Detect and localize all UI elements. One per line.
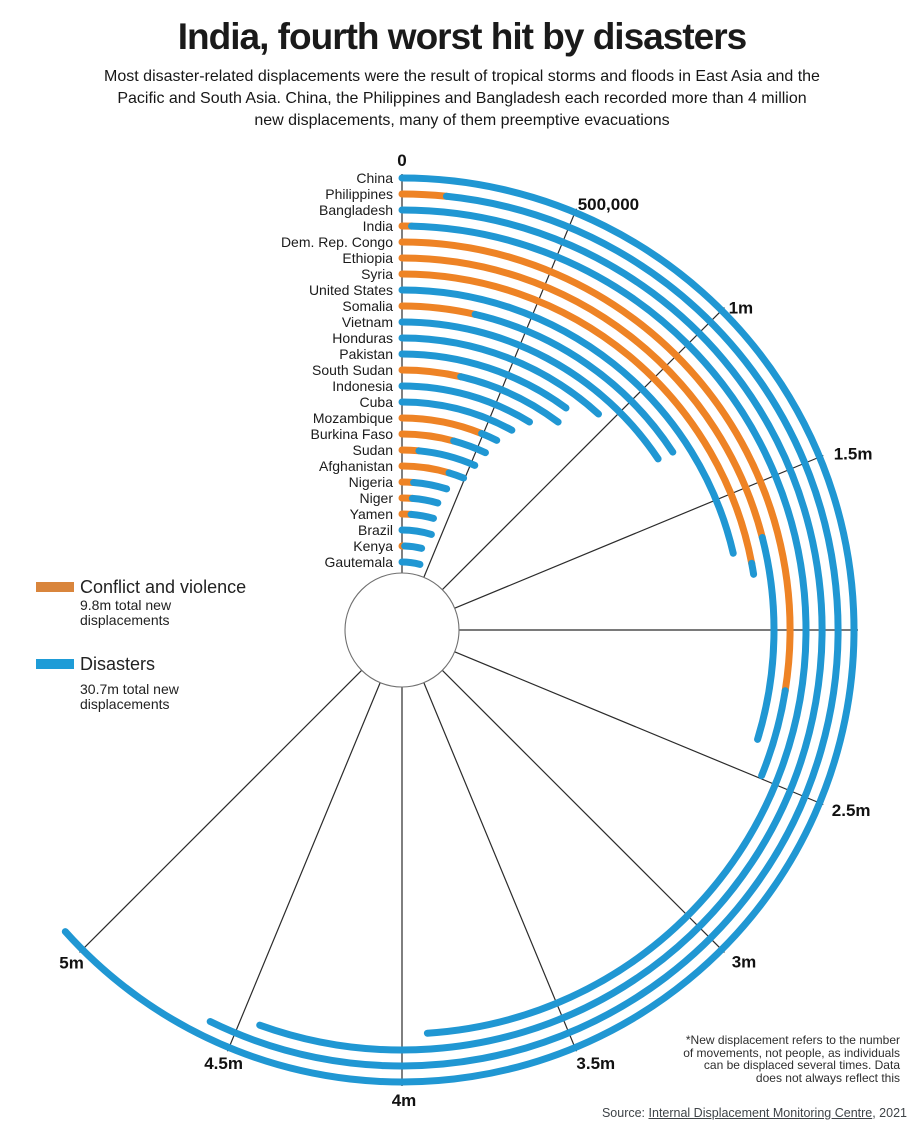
arc-conflict [402,466,449,473]
country-label: India [362,218,393,234]
source-link[interactable]: Internal Displacement Monitoring Centre [648,1106,873,1120]
arc-disasters [419,451,475,466]
axis-tick-label: 2.5m [831,800,871,820]
country-label: Bangladesh [319,202,393,218]
arc-conflict [402,306,475,314]
country-label: United States [308,282,393,298]
conflict-legend-swatch [36,582,74,592]
arc-disasters [454,441,486,453]
arc-disasters [405,546,422,548]
axis-tick-label: 3.5m [576,1053,616,1073]
country-label: China [356,170,393,186]
footnote-line: *New displacement refers to the number [685,1033,900,1047]
country-label: Indonesia [332,378,393,394]
arc-disasters [758,537,774,739]
arc-disasters [402,530,431,534]
axis-tick-label: 4.5m [204,1053,243,1073]
country-label: Pakistan [339,346,393,362]
arc-conflict [402,194,446,196]
arc-disasters [412,498,437,503]
footnote-line: of movements, not people, as individuals [683,1045,900,1060]
subtitle-line: Pacific and South Asia. China, the Philippines and Bangladesh each recorded more than 4 million [117,90,807,107]
country-label: Afghanistan [319,458,393,474]
country-label: Yamen [349,506,393,522]
country-label: South Sudan [312,362,393,378]
footnote-line: can be displaced several times. Data [703,1058,900,1073]
country-label: Ethiopia [342,250,393,266]
axis-tick-label: 5m [59,953,84,973]
country-label: Kenya [353,538,393,554]
footnote [580,1034,900,1084]
axis-gridline [227,683,380,1052]
arc-conflict [402,370,461,377]
disasters-legend-swatch [36,659,74,669]
conflict-legend-label: Conflict and violence [80,577,247,597]
axis-tick-label: 500,000 [577,194,640,214]
axis-tick-label: 4m [391,1091,417,1110]
country-label: Niger [359,490,393,506]
country-label: Somalia [342,298,393,314]
arc-disasters [482,434,497,441]
axis-gridline [424,683,577,1052]
country-label: Mozambique [312,410,393,426]
country-label: Sudan [352,442,393,458]
arc-disasters [752,563,754,574]
disasters-legend-sub: 30.7m total new [80,681,179,697]
axis-tick-label: 1m [728,298,754,318]
arc-disasters [402,562,420,564]
axis-tick-label: 0 [397,151,407,170]
country-label: Nigeria [348,474,393,490]
subtitle-line: Most disaster-related displacements were the result of tropical storms and floods in East Asia and the [104,68,820,85]
footnote-line: does not always reflect this [755,1070,900,1085]
country-label: Brazil [357,522,393,538]
axis-gridline [80,670,362,952]
country-label: Dem. Rep. Congo [280,234,393,250]
axis-tick-label: 1.5m [833,444,873,464]
country-label: Syria [361,266,393,282]
disasters-legend-sub: displacements [80,696,170,712]
page-title: India, fourth worst hit by disasters [177,16,747,57]
arc-conflict [402,274,752,563]
source-year: , 2021 [872,1106,907,1120]
arc-disasters [411,514,433,518]
center-circle [345,573,459,687]
country-label: Cuba [359,394,393,410]
subtitle-line: new displacements, many of them preemptive evacuations [254,112,670,129]
conflict-legend-sub: 9.8m total new [80,597,172,613]
country-label: Gautemala [324,554,393,570]
source-prefix: Source: [601,1106,649,1120]
country-label: Vietnam [341,314,393,330]
axis-tick-label: 3m [731,952,757,972]
country-label: Burkina Faso [310,426,393,442]
arc-disasters [449,473,464,478]
country-label: Philippines [325,186,393,202]
arc-disasters [414,482,447,488]
country-label: Honduras [332,330,393,346]
conflict-legend-sub: displacements [80,612,170,628]
disasters-legend-label: Disasters [80,654,156,674]
axis-gridline [442,670,724,952]
source-line [602,1106,907,1120]
arc-conflict [402,434,454,441]
